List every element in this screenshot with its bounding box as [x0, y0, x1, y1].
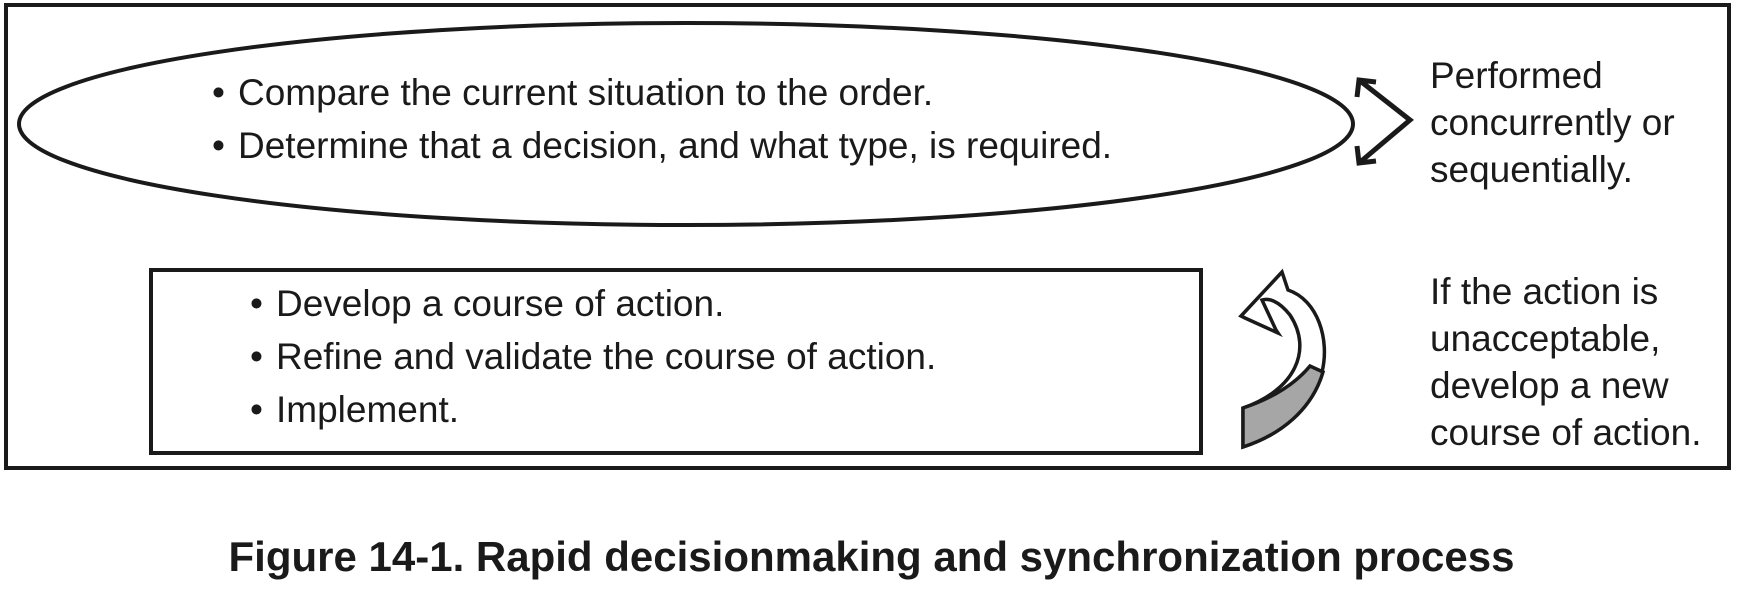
note-line: Performed: [1430, 55, 1603, 96]
box-step-list: [250, 277, 936, 436]
list-item: • Compare the current situation to the order.: [212, 66, 1112, 119]
list-item: • Develop a course of action.: [250, 277, 936, 330]
iteration-note: [1430, 268, 1701, 456]
list-item: • Determine that a decision, and what type, is required.: [212, 119, 1112, 172]
note-line: course of action.: [1430, 412, 1702, 453]
note-line: sequentially.: [1430, 149, 1633, 190]
list-item: • Implement.: [250, 383, 936, 436]
loop-back-arrow-icon: [1241, 272, 1324, 447]
concurrency-note: [1430, 52, 1675, 193]
note-line: concurrently or: [1430, 102, 1675, 143]
list-item: • Refine and validate the course of action.: [250, 330, 936, 383]
note-line: If the action is: [1430, 271, 1659, 312]
note-line: develop a new: [1430, 365, 1669, 406]
ellipse-step-list: [212, 66, 1112, 172]
concurrency-arrow-icon: [1357, 80, 1410, 163]
figure-caption: Figure 14-1. Rapid decisionmaking and synchronization process: [228, 533, 1515, 580]
note-line: unacceptable,: [1430, 318, 1661, 359]
